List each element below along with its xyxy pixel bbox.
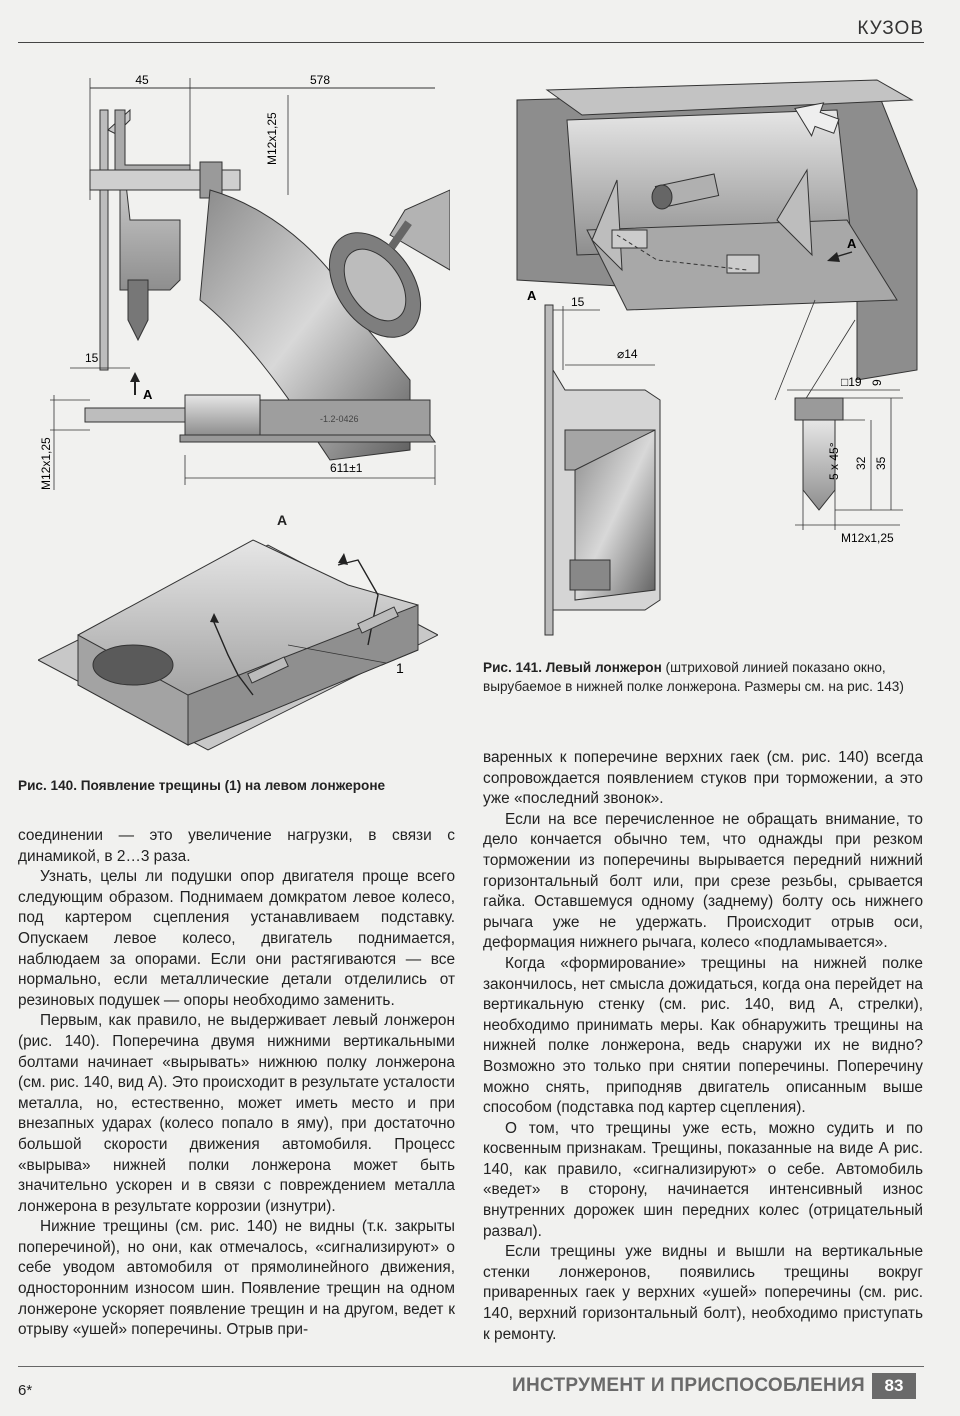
left-text-column [18,826,455,1341]
fig140-view-a-drawing [38,525,438,755]
bolt-dim-m12: M12x1,25 [841,531,894,545]
fig141-dim-15: 15 [571,295,585,309]
dim-611: 611±1 [330,461,363,475]
right-paragraph-2: Если на все перечисленное не обращать внимание, то дело кончается обычно тем, что однажды при резком торможении из поперечины вырывается передний нижний горизонтальный болт или, при срезе резьбы, срывается гайка. Оставшемуся одному (заднему) болту ось нижнего рычага уже не удержать. Происходит отрыв оси, деформация нижнего рычага, колесо «подламывается». [483,810,923,952]
left-paragraph-3: Первым, как правило, не выдерживает левый лонжерон (рис. 140). Поперечина двумя нижними вертикальными болтами начинает «вырывать» нижнюю полку лонжерона (см. рис. 140, вид А). Это происходит в результате усталости металла, но, естественно, может иметь место и при внезапных ударах (колесо попало в яму), при достаточно большой скорости движения автомобиля. Процесс «вырыва» нижней полки лонжерона может быть значительно ускорен и в связи с повреждением металла лонжерона в результате коррозии (изнутри). [18,1012,455,1215]
header-rule [18,42,924,43]
fig140-callout-1: 1 [396,660,404,676]
page-number: 83 [872,1373,916,1399]
fig140-arrow-a-label: А [143,387,153,402]
dim-45: 45 [135,73,149,87]
fig141-dim-14: ⌀14 [617,347,638,361]
dim-m12-top: M12x1,25 [265,112,279,165]
section-title: КУЗОВ [857,18,924,39]
fig140-section-drawing [30,70,450,500]
right-paragraph-5: Если трещины уже видны и вышли на вертикальные стенки лонжеронов, появились трещины вокруг приваренных гаек у верхних «ушей» поперечины (см. рис. 140, верхний горизонтальный болт), необходимо приступать к ремонту. [483,1243,923,1343]
signature-mark: 6* [18,1382,33,1399]
svg-text:-1.2-0426: -1.2-0426 [320,414,359,424]
bolt-dim-19: □19 [841,375,862,389]
fig141-caption-title: Рис. 141. Левый лонжерон [483,660,662,675]
fig141-view-a-label: А [527,288,537,303]
right-paragraph-3: Когда «формирование» трещины на нижней полке закончилось, нет смысла дожидаться, когда она перейдет на вертикальную стенку (см. рис. 140, вид А, стрелки), необходимо принимать меры. Как обнаружить трещины на нижней полке лонжерона, ведь снаружи их не видно? Возможно это только при снятии поперечины. Поперечину можно снять, приподняв двигатель описанным выше способом (подставка под картер сцепления). [483,954,923,1117]
bolt-dim-5x45: 5 x 45° [827,442,841,480]
footer-title: ИНСТРУМЕНТ И ПРИСПОСОБЛЕНИЯ [511,1375,865,1396]
footer-rule [18,1366,924,1367]
fig140-caption [18,776,458,795]
left-paragraph-4: Нижние трещины (см. рис. 140) не видны (т.к. закрыты поперечиной), но они, как отмечалось, «сигнализируют» о себе уводом автомобиля от прямолинейного движения, односторонним износом шин. Появление трещин на одном лонжероне ускоряет появление трещин и на другом, ведет к отрыву «ушей» поперечины. Отрыв при- [18,1218,455,1339]
dim-15: 15 [85,351,99,365]
fig141-caption [483,658,923,696]
fig141-view-a-drawing [505,280,925,650]
dim-m12-left: M12x1,25 [39,437,53,490]
fig141-caption-text: (штриховой линией показано окно, вырубаемое в нижней полке лонжерона. Размеры см. на рис. 143) [483,660,904,694]
bolt-dim-9: 9 [870,379,884,386]
fig141-arrow-a-label: А [847,236,857,251]
left-paragraph-1: соединении — это увеличение нагрузки, в связи с динамикой, в 2…3 раза. [18,827,455,865]
right-paragraph-1: варенных к поперечине верхних гаек (см. рис. 140) всегда сопровождается появлением стуков при торможении, а это уже «последний звонок». [483,749,923,808]
left-paragraph-2: Узнать, целы ли подушки опор двигателя проще всего следующим образом. Поднимаем домкратом левое колесо, под картером сцепления устанавливаем подставку. Опускаем левое колесо, двигатель поднимается, наблюдаем за опорами. Если они растягиваются — все нормально, если металлические детали отделились от резиновых подушек — опоры необходимо заменить. [18,868,455,1009]
fig140-caption-title: Рис. 140. Появление трещины (1) на левом лонжероне [18,778,386,793]
right-paragraph-4: О том, что трещины уже есть, можно судить и по косвенным признакам. Трещины, показанные на виде А рис. 140, как правило, «сигнализируют» о себе. Автомобиль «ведет» в сторону, начинается интенсивный износ внутренних дорожек шин передних колес (отрицательный развал). [483,1119,923,1240]
bolt-dim-32: 32 [854,456,868,470]
bolt-dim-35: 35 [874,456,888,470]
fig140-view-a-label: А [277,512,288,528]
right-text-column [483,748,923,1345]
dim-578: 578 [309,73,331,87]
